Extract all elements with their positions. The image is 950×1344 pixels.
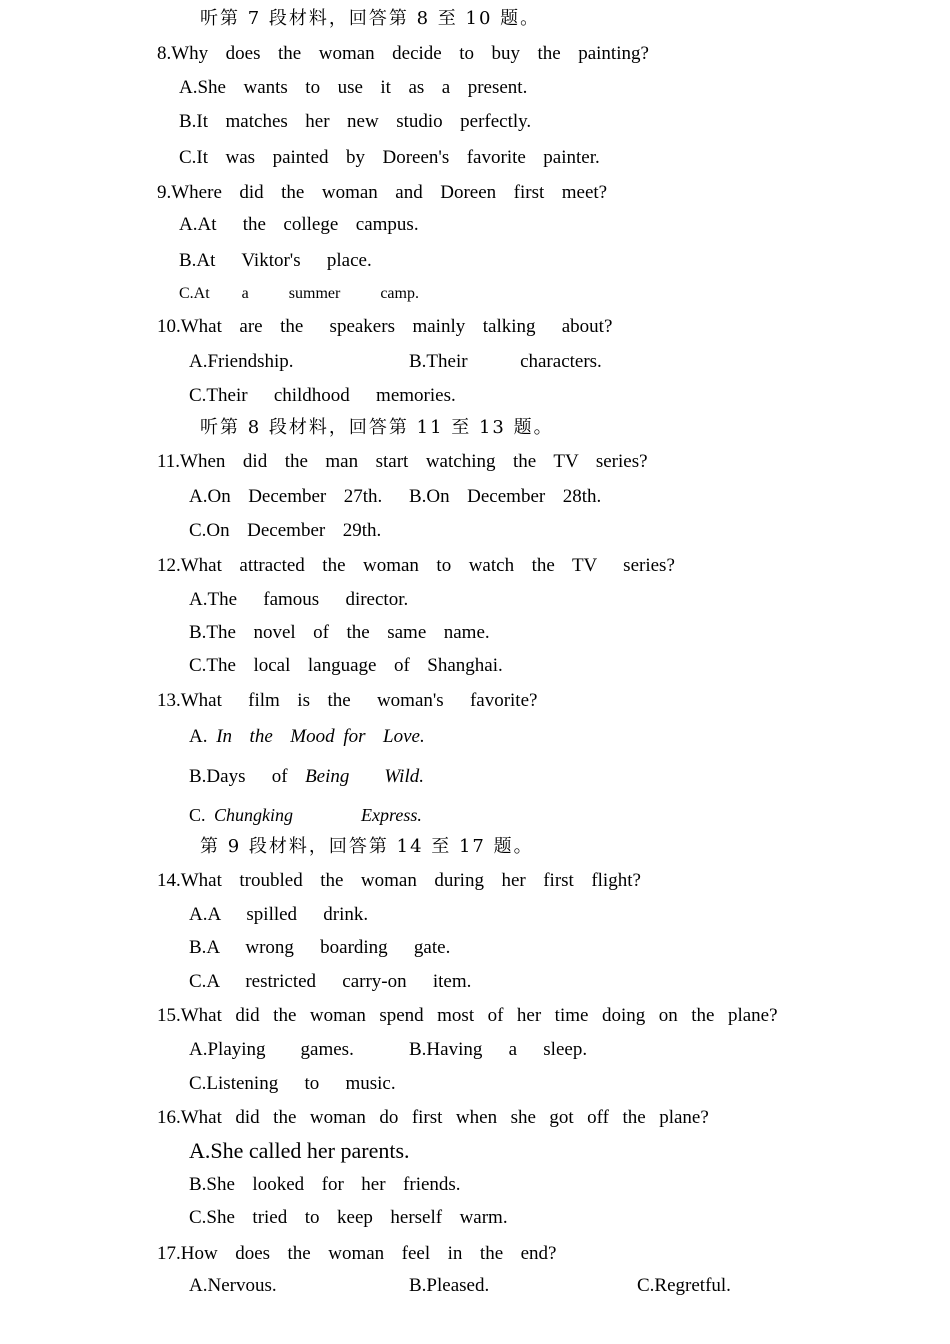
option-16a: A.She called her parents.: [189, 1138, 410, 1163]
section-header-8: 听第 8 段材料，回答第 11 至 13 题。: [200, 417, 554, 438]
option-11c: C.On December 29th.: [189, 520, 382, 541]
option-13c-prefix: C.: [189, 805, 215, 825]
option-15b: B.Having a sleep.: [409, 1039, 588, 1060]
option-13c-title: Chungking Express.: [214, 805, 422, 825]
option-8a: A.She wants to use it as a present.: [179, 77, 528, 98]
option-10c: C.Their childhood memories.: [189, 385, 456, 406]
option-12c: C.The local language of Shanghai.: [189, 655, 503, 676]
option-10b: B.Their characters.: [409, 351, 602, 372]
question-15: 15.What did the woman spend most of her time doing on the plane?: [157, 1005, 778, 1026]
option-13b: [189, 767, 424, 786]
option-11a: A.On December 27th.: [189, 486, 383, 507]
question-11: 11.When did the man start watching the TV series?: [157, 451, 648, 472]
option-15a: A.Playing games.: [189, 1039, 354, 1060]
option-13b-title: Being Wild.: [305, 766, 424, 787]
question-10: 10.What are the speakers mainly talking about?: [157, 316, 613, 337]
option-9b: B.At Viktor's place.: [179, 250, 372, 271]
option-13b-prefix: B.Days of: [189, 766, 306, 787]
option-16b: B.She looked for her friends.: [189, 1174, 461, 1195]
option-17a: A.Nervous.: [189, 1275, 277, 1296]
option-9c: C.At a summer camp.: [179, 285, 419, 302]
option-13a: [189, 727, 425, 746]
option-8b: B.It matches her new studio perfectly.: [179, 111, 532, 132]
option-16c: C.She tried to keep herself warm.: [189, 1207, 508, 1228]
option-11b: B.On December 28th.: [409, 486, 602, 507]
option-14c: C.A restricted carry-on item.: [189, 971, 472, 992]
section-header-7: 听第 7 段材料，回答第 8 至 10 题。: [200, 8, 541, 29]
question-16: 16.What did the woman do first when she got off the plane?: [157, 1107, 709, 1128]
option-17b: B.Pleased.: [409, 1275, 490, 1296]
option-13a-prefix: A.: [189, 726, 217, 747]
option-9a: A.At the college campus.: [179, 214, 419, 235]
question-12: 12.What attracted the woman to watch the TV series?: [157, 555, 675, 576]
question-13: 13.What film is the woman's favorite?: [157, 690, 538, 711]
option-10a: A.Friendship.: [189, 351, 294, 372]
question-14: 14.What troubled the woman during her first flight?: [157, 870, 641, 891]
option-14b: B.A wrong boarding gate.: [189, 937, 451, 958]
option-15c: C.Listening to music.: [189, 1073, 396, 1094]
option-12b: B.The novel of the same name.: [189, 622, 490, 643]
option-8c: C.It was painted by Doreen's favorite painter.: [179, 147, 600, 168]
option-13a-title: In the Mood for Love.: [216, 726, 425, 747]
section-header-9: 第 9 段材料，回答第 14 至 17 题。: [200, 836, 534, 857]
option-12a: A.The famous director.: [189, 589, 409, 610]
question-17: 17.How does the woman feel in the end?: [157, 1243, 557, 1264]
option-13c: [189, 806, 422, 824]
question-9: 9.Where did the woman and Doreen first meet?: [157, 182, 608, 203]
option-14a: A.A spilled drink.: [189, 904, 369, 925]
option-17c: C.Regretful.: [637, 1275, 731, 1296]
question-8: 8.Why does the woman decide to buy the painting?: [157, 43, 649, 64]
